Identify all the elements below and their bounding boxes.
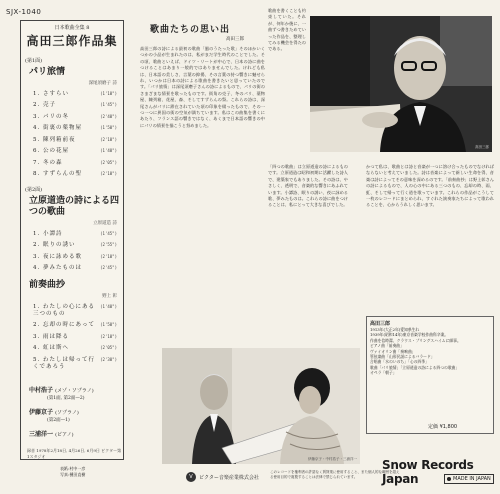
made-in-text: MADE IN JAPAN [453,476,491,482]
victor-logo-icon: V [186,472,196,482]
track-row [33,113,117,121]
track-time: (1'50") [100,322,117,327]
track-time: (2'10") [100,253,117,259]
performer [29,407,123,416]
track-time: (2'10") [100,171,117,176]
profile-line: 歌曲「パリ旅情」「立原道造の詩による四つの歌曲」 [370,364,460,370]
track-time: (1'40") [100,303,117,309]
track-time: (2'55") [100,242,117,247]
track-time: (1'10") [100,90,117,96]
track-time: (2'40") [100,113,117,119]
track-time: (2'10") [100,136,117,142]
track-name: 7. 冬の森 [33,159,63,166]
track-row [33,356,117,371]
side2-credit: 立原道造 詩 [93,221,117,226]
made-in-japan-badge [444,474,494,484]
profile-line: ピアノ曲「前奏曲」 [370,343,404,349]
track-time: (2'45") [100,265,117,270]
track-row [33,147,117,155]
performer-role: (ソプラノ) [55,409,79,416]
track-row [33,170,117,178]
track-row [33,90,117,98]
design-credits [60,466,85,478]
side2-track-list [21,230,123,273]
essay-column-1: 高田三郎の詩による最初の歌曲「風のうたった歌」そのほかいくつかの小品が生まれたのは、私がまだ学生時代のことでした。その頃、歌曲といえば、ドイツ・リートが中心で、日本の詩に曲をつけることはあまり一般的ではありませんでした。けれども私は、日本語の美しさ、言葉の抑揚、その言葉の持つ響きに魅せられ、いつかは日本の詩による歌曲を書きたいと思っていたのです。「パリ旅情」は深尾須磨子さんの詩によるもので、パリの街のさまざまな情景を歌ったものです。街角の売子、冬のパリ、薬物屋、陳列箱、花屋、森、そしてすずらんの祭。これらの詩は、深尾さんがパリに滞在されていた頃の印象を綴ったもので、その一つ一つに異国の街の空気が満ちています。私はこの曲集を書くにあたり、フランス語の響きではなく、あくまで日本語の響きの中にパリの情景を描こうと努めました。 [140,46,265,128]
performer [29,385,123,394]
watermark: Snow Records Japan [382,458,474,486]
catalog-number: SJX-1040 [6,8,42,16]
performer [29,429,123,438]
program-panel [20,20,124,460]
label-maker [186,472,259,482]
track-name: 1. わたしの心にある三つのもの [33,303,95,317]
side1-credit: 深尾須磨子 詩 [88,81,117,86]
performer-role: (ピアノ) [55,431,74,438]
track-name: 3. 夜に詠める歌 [33,253,82,260]
performers-photo-caption: 伊藤京子・中村浩子・三浦洋一 [308,457,357,461]
performers-list [29,385,123,438]
performers-photo-art [162,348,360,464]
profile-name: 高田三郎 [370,321,391,327]
track-row [33,303,117,318]
track-row [33,253,117,261]
track-row [33,101,117,109]
performers-photo [162,348,360,464]
track-time: (1'40") [100,148,117,153]
track-name: 1. さすらい [33,90,69,97]
essay-column-2: 歌曲を書くことも約束していた。それが、何年か後に、一曲ずつ書きためていった作品を、整理してみる機会を得たのである。 [268,8,306,52]
track-row [33,321,117,329]
side2-label: (第2面) [25,187,43,193]
performer-tracks: (第2面—1) [47,417,70,423]
profile-line: ヴァイオリン曲「奏鳴曲」 [370,348,416,354]
essay-title: 歌曲たちの思い出 [150,25,231,35]
profile-line: 1913年(大正2年)愛知県生れ [370,327,420,332]
composer-photo-caption: 高田三郎 [475,145,489,149]
track-row [33,241,117,249]
track-name: 6. 公の花屋 [33,148,69,154]
side1-label: (第1面) [25,58,43,64]
profile-line: 1939年(昭和14年)東京音楽学校作曲科卒業。 [370,332,449,338]
price-label: 定価 ¥1,800 [428,424,458,430]
track-name: 3. パリの冬 [33,113,69,120]
japan-dot-icon [447,477,451,481]
track-row [33,136,117,144]
series-label: 日本歌曲全集 8 [54,25,90,31]
track-name: 4. 夢みたものは [33,265,82,271]
credit-line: 表紙:村中一彦 [60,466,86,471]
track-name: 4. 虹は斯へ [33,345,69,351]
performer-tracks: (第1面, 第2面—2) [47,395,85,401]
track-name: 3. 雨は降る [33,333,69,340]
performer-name: 中村浩子 [29,386,56,394]
track-name: 2. 売子 [33,102,56,108]
composer-photo-art [310,16,492,152]
performer-name: 三浦洋一 [29,430,56,438]
side1-title: パリ旅情 [29,67,66,77]
side1-track-list [21,90,123,179]
performer-name: 伊藤京子 [29,408,56,416]
maker-name: ビクター音楽産業株式会社 [199,474,259,481]
track-time: (2'05") [100,345,117,350]
track-name: 5. わたしは帰って行くであろう [33,356,95,370]
composer-profile [366,316,494,434]
track-name: 4. 街裏の薬物屋 [33,125,82,131]
track-time: (2'05") [100,159,117,165]
track-time: (1'50") [100,125,117,130]
track-name: 2. 眠りの誘い [33,242,76,248]
profile-line: オペラ「朝子」 [370,370,397,376]
track-time: (2'10") [100,333,117,339]
profile-lines [370,327,490,376]
essay-author: 高田三郎 [226,37,244,42]
performer-role: (メゾ・ソプラノ) [55,387,94,394]
track-row [33,344,117,352]
track-time: (1'45") [100,230,117,236]
track-name: 5. 陳列箱前夜 [33,136,76,143]
profile-line: 管弦楽曲「山形民謡によるバラード」 [370,354,435,360]
recording-info: 録音 1978年2月18日, 4月26日, 6月9日 ビクター第1スタジオ [27,447,122,459]
side3-credit: 野上 彰 [102,294,117,299]
track-row [33,159,117,167]
track-row [33,124,117,132]
composer-photo [310,16,492,152]
side2-title: 立原道造の詩による四つの歌曲 [29,196,120,217]
album-title: 高田三郎作品集 [26,34,118,48]
track-row [33,230,117,238]
track-name: 8. すずらんの聖 [33,171,83,177]
essay-column-3: 「四つの歌曲」は立原道造の詩によるものです。立原道造は昭和初期に活躍した詩人で、建築家でもありました。その詩は、やさしく、透明で、音楽的な響きにあふれています。小譚詩、眠りの誘い、夜に詠める歌、夢みたものは。これらの詩に曲をつけることは、私にとって大きな喜びでした。 [268,164,348,208]
track-name: 2. 忘却の時にあって [33,322,95,328]
credit-line: 写真:樋田直樹 [60,472,86,477]
track-row [33,333,117,341]
profile-line: 作曲を信時潔、クラウス・プリングスハイムに師事。 [370,337,461,343]
essay-column-4: かつて私は、歌曲とは詩と音楽が一つに溶け合ったものでなければならないと考えていました。詩は音楽によって新しい生命を得、音楽は詩によってその意味を深めるのです。「前奏曲抄」は野上彰さんの詩によるもので、人の心の中にある三つのもの、忘却の時、雨、虹、そして帰って行く道を歌っています。これらの作品がこうして一枚のレコードにまとめられ、すぐれた演奏家たちによって歌われることを、心からうれしく思います。 [366,164,494,208]
profile-line: 合唱曲「水のいのち」「心の四季」 [370,359,429,365]
track-row [33,264,117,272]
track-time: (2'30") [100,356,117,362]
copyright-warning: このレコードを権利者の許諾なく賃貸業に使用すること、また個人的な範囲を超える使用目的で複製することは法律で禁じられています。 [270,470,400,479]
track-name: 1. 小譚詩 [33,230,63,237]
side3-track-list [21,303,123,371]
track-time: (1'45") [100,102,117,107]
side3-title: 前奏曲抄 [29,280,66,290]
